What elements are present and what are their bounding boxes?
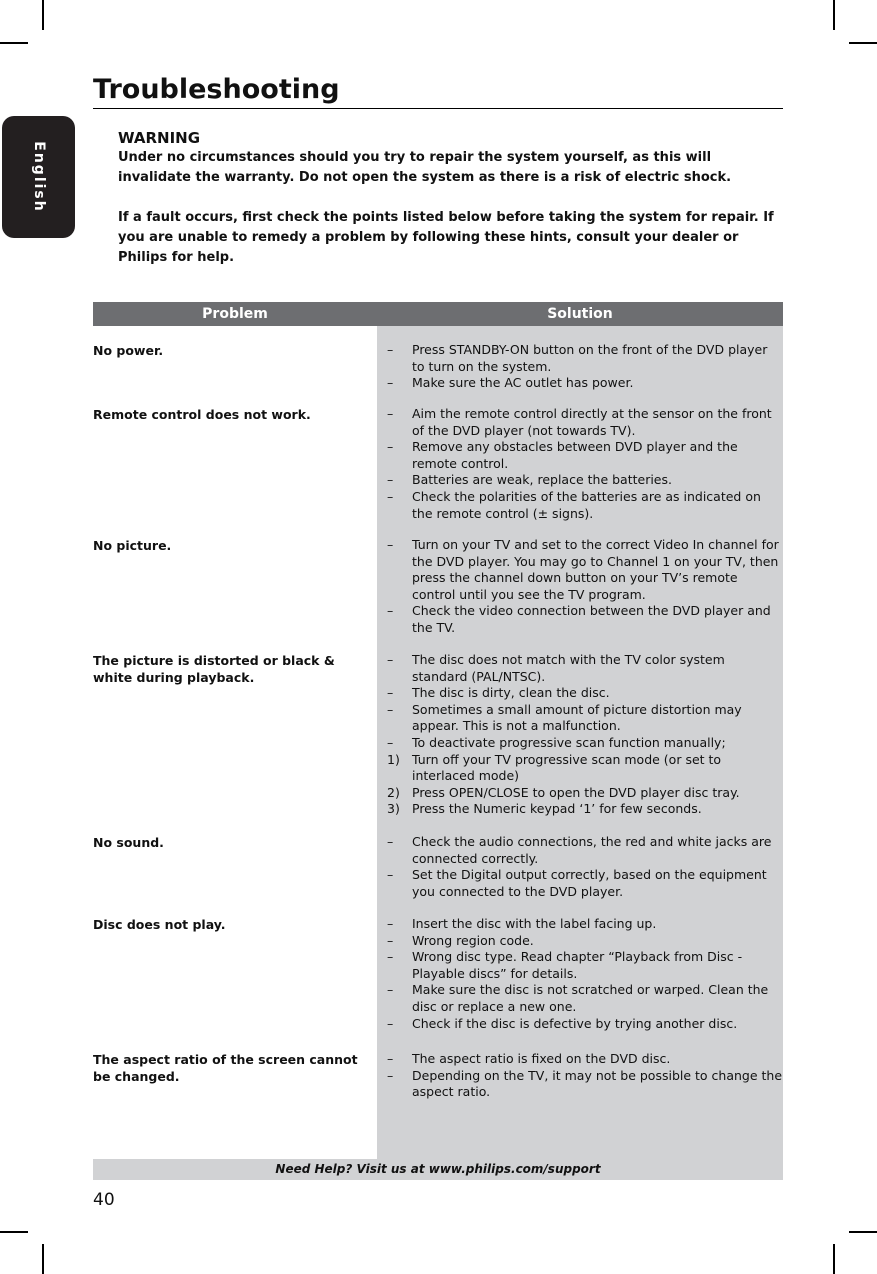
solution-text: Check the video connection between the DVD player and the TV.	[412, 603, 771, 635]
problem-cell: The aspect ratio of the screen cannot be changed.	[93, 1052, 358, 1084]
solution-item	[383, 982, 783, 1015]
solution-text: Wrong disc type. Read chapter “Playback from Disc - Playable discs” for details.	[412, 949, 743, 981]
solution-item	[383, 801, 783, 818]
solution-item	[383, 702, 783, 735]
solution-text: Aim the remote control directly at the sensor on the front of the DVD player (not towards TV).	[412, 406, 772, 438]
crop-mark	[833, 0, 835, 30]
solution-item	[383, 785, 783, 802]
problem-cell: Disc does not play.	[93, 917, 226, 932]
crop-mark	[833, 1244, 835, 1274]
list-marker: –	[387, 932, 394, 948]
solution-item	[383, 949, 783, 982]
solution-text: Check if the disc is defective by trying another disc.	[412, 1015, 738, 1031]
solution-text: Turn on your TV and set to the correct Video In channel for the DVD player. You may go to Channel 1 on your TV, then press the channel down button on your TV’s remote control until you see the TV program.	[412, 537, 779, 602]
crop-mark	[849, 42, 877, 44]
solution-text: Make sure the AC outlet has power.	[412, 375, 634, 391]
list-marker: –	[387, 982, 394, 998]
header-problem: Problem	[202, 306, 268, 322]
language-tab	[2, 116, 75, 238]
problem-cell: No picture.	[93, 538, 172, 553]
crop-mark	[42, 0, 44, 30]
list-marker: 1)	[387, 751, 400, 767]
list-marker: –	[387, 685, 394, 701]
list-marker: –	[387, 916, 394, 931]
solution-text: Wrong region code.	[412, 932, 534, 948]
list-marker: –	[387, 1067, 394, 1083]
solution-item	[383, 603, 783, 636]
solution-item	[383, 375, 783, 392]
solution-item	[383, 342, 783, 375]
list-marker: –	[387, 472, 394, 488]
solution-cell	[383, 1051, 783, 1101]
intro-text: If a fault occurs, first check the points listed below before taking the system for repair. If you are unable to remedy a problem by following these hints, consult your dealer or Philips for help.	[118, 210, 774, 265]
page-title: Troubleshooting	[93, 74, 340, 105]
header-solution: Solution	[547, 306, 613, 322]
solution-text: The aspect ratio is fixed on the DVD disc.	[412, 1051, 671, 1066]
list-marker: –	[387, 488, 394, 504]
solution-item	[383, 406, 783, 439]
list-marker: –	[387, 1015, 394, 1031]
solution-text: Check the audio connections, the red and white jacks are connected correctly.	[412, 834, 772, 866]
solution-text: The disc is dirty, clean the disc.	[412, 685, 610, 701]
solution-item	[383, 1068, 783, 1101]
solution-text: Turn off your TV progressive scan mode (or set to interlaced mode)	[412, 751, 722, 784]
crop-mark	[0, 42, 28, 44]
table-header	[93, 302, 783, 326]
crop-mark	[849, 1231, 877, 1233]
list-marker: –	[387, 603, 394, 619]
solution-item	[383, 537, 783, 603]
problem-cell: No power.	[93, 343, 164, 358]
list-marker: 3)	[387, 801, 400, 817]
solution-cell	[383, 916, 783, 1032]
problem-cell: No sound.	[93, 835, 164, 850]
list-marker: –	[387, 867, 394, 883]
solution-item	[383, 867, 783, 900]
solution-text: Press the Numeric keypad ‘1’ for few seconds.	[412, 801, 702, 817]
solution-text: Insert the disc with the label facing up.	[412, 916, 657, 931]
solution-item	[383, 735, 783, 752]
list-marker: –	[387, 949, 394, 965]
title-divider	[93, 108, 783, 109]
list-marker: –	[387, 537, 394, 552]
troubleshooting-table	[93, 302, 783, 1180]
solution-text: Depending on the TV, it may not be possible to change the aspect ratio.	[412, 1067, 783, 1100]
solution-cell	[383, 537, 783, 637]
solution-text: Set the Digital output correctly, based on the equipment you connected to the DVD player.	[412, 867, 767, 899]
page-number: 40	[93, 1190, 115, 1210]
crop-mark	[42, 1244, 44, 1274]
solution-text: Remove any obstacles between DVD player and the remote control.	[412, 439, 738, 471]
warning-text: Under no circumstances should you try to repair the system yourself, as this will invalidate the warranty. Do not open the system as there is a risk of electric shock.	[118, 150, 732, 185]
solution-item	[383, 489, 783, 522]
list-marker: –	[387, 1051, 394, 1066]
solution-item	[383, 834, 783, 867]
list-marker: –	[387, 439, 394, 455]
list-marker: –	[387, 406, 394, 421]
crop-mark	[0, 1231, 28, 1233]
list-marker: –	[387, 342, 394, 357]
solution-item	[383, 685, 783, 702]
language-tab-label: English	[30, 141, 47, 213]
problem-cell: Remote control does not work.	[93, 407, 311, 422]
list-marker: –	[387, 734, 394, 750]
solution-item	[383, 439, 783, 472]
solution-text: The disc does not match with the TV color system standard (PAL/NTSC).	[412, 652, 725, 684]
solution-item	[383, 1016, 783, 1033]
solution-item	[383, 933, 783, 950]
solution-cell	[383, 652, 783, 818]
solution-item	[383, 652, 783, 685]
help-footer: Need Help? Visit us at www.philips.com/support	[93, 1159, 783, 1180]
list-marker: –	[387, 701, 394, 717]
warning-heading: WARNING	[118, 129, 201, 147]
problem-cell: The picture is distorted or black & white during playback.	[93, 653, 335, 685]
list-marker: –	[387, 834, 394, 849]
solution-text: Make sure the disc is not scratched or warped. Clean the disc or replace a new one.	[412, 982, 769, 1014]
list-marker: –	[387, 375, 394, 391]
solution-text: Sometimes a small amount of picture distortion may appear. This is not a malfunction.	[412, 701, 742, 734]
list-marker: 2)	[387, 784, 400, 800]
solution-cell	[383, 834, 783, 900]
solution-item	[383, 752, 783, 785]
solution-text: To deactivate progressive scan function manually;	[412, 734, 726, 750]
solution-item	[383, 1051, 783, 1068]
list-marker: –	[387, 652, 394, 667]
solution-text: Press STANDBY-ON button on the front of the DVD player to turn on the system.	[412, 342, 768, 374]
solution-cell	[383, 342, 783, 392]
solution-cell	[383, 406, 783, 522]
solution-text: Batteries are weak, replace the batteries.	[412, 472, 672, 488]
solution-item	[383, 916, 783, 933]
solution-item	[383, 472, 783, 489]
solution-text: Check the polarities of the batteries are as indicated on the remote control (± signs).	[412, 488, 761, 521]
solution-text: Press OPEN/CLOSE to open the DVD player disc tray.	[412, 784, 740, 800]
